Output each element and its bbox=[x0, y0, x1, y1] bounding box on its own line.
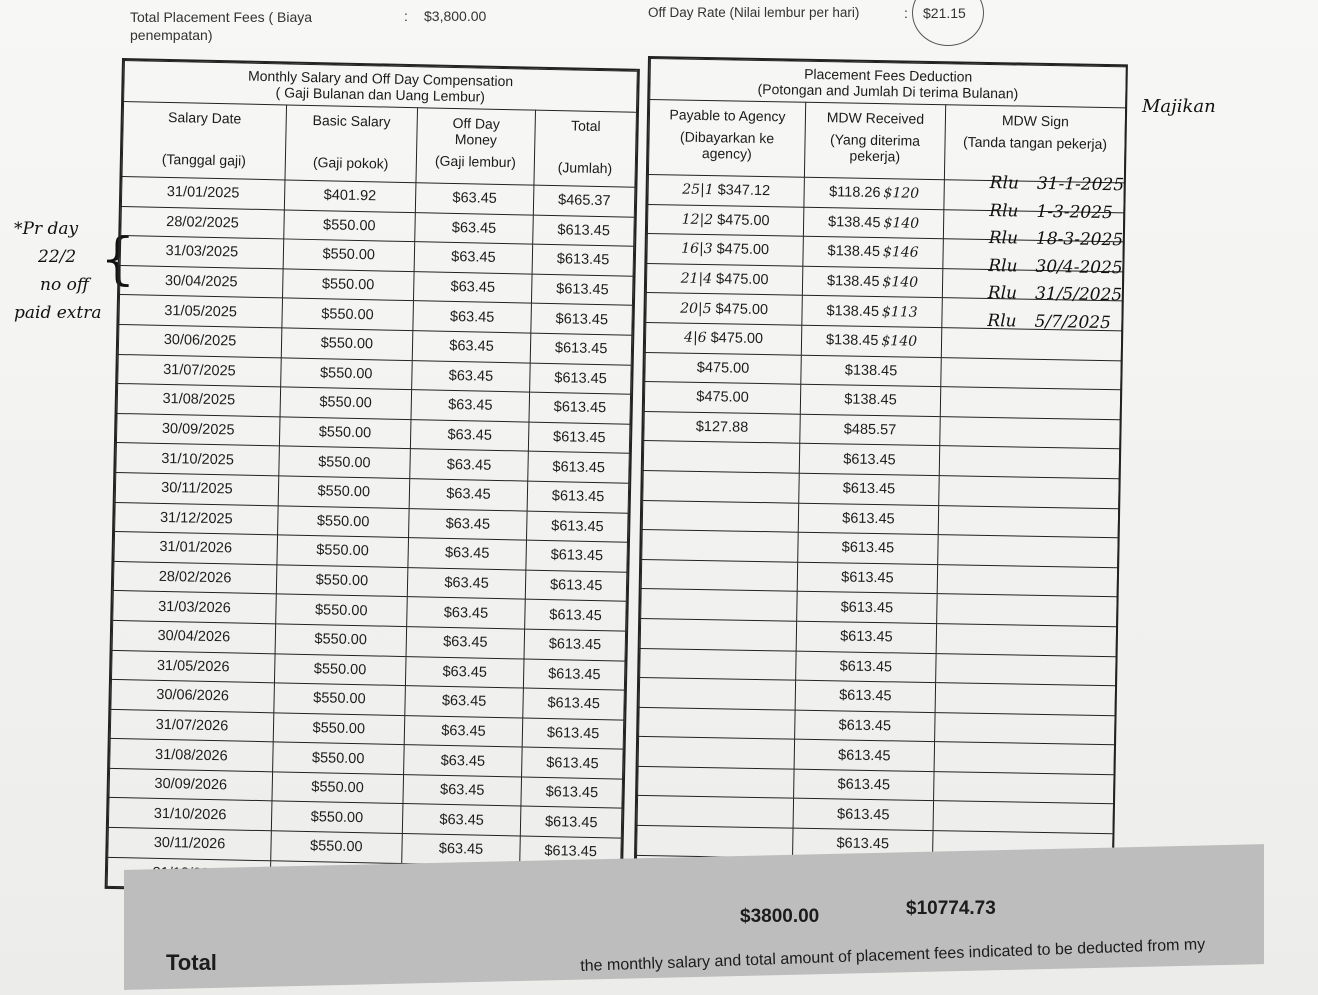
total-cell: $613.45 bbox=[523, 688, 624, 720]
mdw-received-value: $613.45 bbox=[837, 776, 891, 794]
payable-agency-cell bbox=[637, 825, 793, 857]
off-day-money-cell: $63.45 bbox=[402, 804, 521, 836]
total-cell: $613.45 bbox=[531, 333, 632, 365]
basic-salary-cell: $550.00 bbox=[271, 831, 402, 863]
received-handwritten-mark: $140 bbox=[883, 215, 920, 232]
col-header-bottom: (Yang diterima pekerja) bbox=[829, 131, 921, 165]
payable-agency-cell bbox=[643, 470, 799, 502]
payable-agency-value: $127.88 bbox=[695, 418, 749, 436]
salary-date-cell: 30/06/2026 bbox=[111, 680, 275, 713]
salary-date-cell: 31/03/2025 bbox=[120, 236, 284, 269]
deduction-table-title-line1: Placement Fees Deduction bbox=[804, 65, 973, 85]
sign-date: 1-3-2025 bbox=[1036, 201, 1114, 223]
off-day-money-cell: $63.45 bbox=[403, 774, 522, 806]
off-day-money-cell: $63.45 bbox=[407, 567, 526, 599]
off-day-money-cell: $63.45 bbox=[409, 479, 528, 511]
total-cell: $613.45 bbox=[528, 451, 629, 483]
col-basic-salary bbox=[285, 105, 417, 183]
sign-date: 18-3-2025 bbox=[1035, 228, 1124, 251]
salary-date-cell: 31/07/2025 bbox=[118, 354, 282, 387]
basic-salary-cell: $550.00 bbox=[273, 713, 404, 745]
payable-agency-cell bbox=[640, 648, 796, 680]
col-payable-agency bbox=[648, 100, 805, 178]
placement-fees-value: $3,800.00 bbox=[424, 8, 487, 24]
mdw-received-cell bbox=[801, 325, 941, 357]
mdw-received-cell bbox=[799, 473, 939, 505]
mdw-received-value: $613.45 bbox=[840, 599, 894, 616]
salary-date-cell: 28/02/2026 bbox=[113, 561, 277, 594]
payable-agency-cell bbox=[647, 234, 803, 266]
basic-salary-cell: $550.00 bbox=[279, 417, 410, 449]
col-header-bottom: (Dibayarkan ke agency) bbox=[679, 128, 775, 162]
off-day-money-cell: $63.45 bbox=[406, 626, 525, 658]
basic-salary-cell: $550.00 bbox=[272, 772, 403, 804]
mdw-received-value: $613.45 bbox=[836, 835, 890, 853]
total-cell: $613.45 bbox=[532, 274, 633, 306]
col-header-bottom: (Gaji pokok) bbox=[312, 154, 389, 172]
received-handwritten-mark: $140 bbox=[882, 274, 919, 291]
total-cell: $613.45 bbox=[527, 511, 628, 543]
off-day-money-cell: $63.45 bbox=[410, 419, 529, 451]
mdw-received-cell bbox=[802, 266, 942, 298]
total-cell: $613.45 bbox=[524, 659, 625, 691]
basic-salary-cell: $550.00 bbox=[277, 535, 408, 567]
total-cell: $613.45 bbox=[522, 747, 623, 779]
mdw-received-value: $613.45 bbox=[841, 539, 895, 557]
placement-fees-label bbox=[130, 8, 390, 44]
salary-date-cell: 30/09/2026 bbox=[109, 768, 273, 801]
payable-agency-cell bbox=[645, 352, 801, 384]
mdw-total: $10774.73 bbox=[906, 898, 996, 919]
basic-salary-cell: $550.00 bbox=[282, 298, 413, 330]
col-header-top: Payable to Agency bbox=[669, 106, 786, 125]
basic-salary-cell: $550.00 bbox=[273, 742, 404, 774]
mdw-sign-cell bbox=[938, 535, 1118, 568]
margin-note-line: paid extra bbox=[14, 303, 102, 323]
salary-table-title-line2: ( Gaji Bulanan dan Uang Lembur) bbox=[275, 84, 486, 105]
mdw-received-value: $613.45 bbox=[839, 687, 892, 705]
off-day-money-cell: $63.45 bbox=[403, 745, 522, 777]
mdw-received-cell bbox=[799, 444, 939, 476]
salary-table-title-line1: Monthly Salary and Off Day Compensation bbox=[247, 67, 514, 90]
signature: Rlu bbox=[989, 172, 1020, 194]
off-day-money-cell: $63.45 bbox=[405, 656, 524, 688]
basic-salary-cell: $550.00 bbox=[283, 239, 414, 271]
payable-agency-cell bbox=[641, 589, 797, 621]
off-day-money-cell: $63.45 bbox=[408, 538, 527, 570]
off-day-rate-value: $21.15 bbox=[923, 5, 966, 21]
mdw-received-value: $613.45 bbox=[840, 628, 893, 646]
mdw-sign-cell bbox=[935, 712, 1115, 745]
total-cell: $613.45 bbox=[525, 599, 626, 631]
col-header-top: Salary Date bbox=[167, 108, 242, 127]
signature: Rlu bbox=[988, 227, 1019, 249]
off-day-money-cell: $63.45 bbox=[413, 301, 532, 333]
mdw-received-value: $613.45 bbox=[837, 747, 891, 764]
basic-salary-cell: $550.00 bbox=[275, 624, 406, 656]
salary-date-cell: 31/08/2026 bbox=[110, 739, 274, 772]
payable-agency-value: $347.12 bbox=[717, 182, 771, 200]
mdw-sign-cell bbox=[933, 801, 1113, 834]
mdw-received-cell bbox=[794, 739, 934, 771]
basic-salary-cell: $550.00 bbox=[281, 328, 412, 360]
handwritten-circle bbox=[912, 0, 984, 46]
col-header-top: Total bbox=[570, 117, 601, 135]
total-cell: $613.45 bbox=[526, 570, 627, 602]
payable-agency-value: $475.00 bbox=[715, 300, 769, 318]
col-mdw-received bbox=[804, 102, 945, 179]
mdw-sign-cell bbox=[937, 564, 1117, 597]
col-header-top: Off Day Money bbox=[452, 114, 500, 148]
mdw-received-value: $118.26 bbox=[829, 184, 881, 202]
majikan-note: Majikan bbox=[1142, 96, 1216, 117]
sign-date: 31-1-2025 bbox=[1036, 173, 1125, 196]
mdw-sign-cell bbox=[934, 742, 1114, 775]
basic-salary-cell: $550.00 bbox=[282, 269, 413, 301]
total-cell: $613.45 bbox=[529, 422, 630, 454]
basic-salary-cell: $550.00 bbox=[276, 565, 407, 597]
mdw-sign-cell bbox=[934, 771, 1114, 804]
salary-date-cell: 30/04/2026 bbox=[112, 620, 276, 653]
payable-agency-cell bbox=[645, 322, 801, 354]
total-cell: $613.45 bbox=[526, 540, 627, 572]
payable-agency-cell bbox=[643, 441, 799, 473]
mdw-received-value: $138.45 bbox=[827, 243, 881, 261]
payable-agency-cell bbox=[639, 678, 795, 710]
payable-agency-cell bbox=[642, 500, 798, 532]
basic-salary-cell: $550.00 bbox=[274, 653, 405, 685]
salary-date-cell: 30/06/2025 bbox=[118, 324, 282, 357]
mdw-received-value: $485.57 bbox=[843, 421, 897, 439]
payable-agency-cell bbox=[638, 737, 794, 769]
total-cell: $613.45 bbox=[531, 304, 632, 336]
mdw-received-cell bbox=[802, 296, 942, 328]
payable-agency-cell bbox=[641, 559, 797, 591]
sign-dates bbox=[987, 170, 1124, 337]
mdw-received-cell bbox=[801, 355, 941, 387]
payable-agency-cell bbox=[646, 263, 802, 295]
mdw-received-cell bbox=[803, 236, 943, 268]
salary-date-cell: 31/10/2026 bbox=[108, 798, 272, 831]
mdw-sign-cell bbox=[937, 594, 1117, 627]
off-day-money-cell: $63.45 bbox=[411, 390, 530, 422]
payable-agency-cell bbox=[637, 796, 793, 828]
placement-fees-label-line1: Total Placement Fees ( Biaya bbox=[130, 9, 313, 25]
salary-date-cell: 31/01/2026 bbox=[114, 532, 278, 565]
agency-handwritten-mark: 20|5 bbox=[680, 300, 712, 317]
mdw-received-cell bbox=[796, 621, 936, 653]
signature: Rlu bbox=[987, 310, 1017, 331]
salary-date-cell: 31/05/2026 bbox=[111, 650, 275, 683]
mdw-received-cell bbox=[797, 591, 937, 623]
deduction-table-title-line2: (Potongan and Jumlah Di terima Bulanan) bbox=[757, 80, 1019, 102]
margin-note-line: no off bbox=[40, 275, 89, 295]
sign-date-entry bbox=[987, 307, 1122, 337]
mdw-received-cell bbox=[803, 207, 943, 239]
received-handwritten-mark: $140 bbox=[881, 333, 918, 351]
agency-handwritten-mark: 21|4 bbox=[680, 270, 713, 288]
basic-salary-cell: $550.00 bbox=[271, 801, 402, 833]
salary-date-cell: 31/12/2025 bbox=[115, 502, 279, 535]
mdw-received-cell bbox=[798, 503, 938, 535]
off-day-money-cell: $63.45 bbox=[404, 686, 523, 718]
mdw-received-value: $613.45 bbox=[841, 569, 894, 587]
payable-agency-cell bbox=[639, 707, 795, 739]
mdw-sign-cell bbox=[939, 476, 1119, 509]
mdw-sign-cell bbox=[936, 653, 1116, 686]
mdw-received-value: $613.45 bbox=[843, 451, 896, 469]
total-label: Total bbox=[166, 950, 217, 975]
sign-date-entry bbox=[988, 252, 1123, 282]
off-day-money-cell: $63.45 bbox=[408, 508, 527, 540]
col-header-top: MDW Received bbox=[826, 109, 925, 127]
off-day-money-cell: $63.45 bbox=[415, 183, 534, 215]
placement-fees-label-line2: penempatan) bbox=[130, 27, 213, 43]
mdw-received-value: $138.45 bbox=[826, 302, 880, 320]
signature: Rlu bbox=[988, 255, 1018, 276]
salary-date-cell: 28/02/2025 bbox=[121, 206, 285, 239]
col-salary-date bbox=[122, 102, 286, 180]
agency-handwritten-mark: 16|3 bbox=[681, 241, 713, 258]
payable-agency-value: $475.00 bbox=[696, 389, 749, 407]
mdw-received-cell bbox=[797, 562, 937, 594]
total-cell: $613.45 bbox=[521, 806, 622, 838]
salary-date-cell: 30/11/2026 bbox=[108, 827, 272, 860]
payable-agency-value: $475.00 bbox=[696, 359, 750, 377]
salary-date-cell: 30/11/2025 bbox=[115, 472, 279, 505]
mdw-received-value: $613.45 bbox=[842, 480, 896, 498]
col-total bbox=[534, 110, 636, 187]
salary-table bbox=[105, 58, 640, 900]
payable-agency-cell bbox=[642, 530, 798, 562]
sign-date-entry bbox=[988, 280, 1123, 310]
off-day-money-cell: $63.45 bbox=[411, 360, 530, 392]
total-cell: $613.45 bbox=[529, 392, 630, 424]
salary-date-cell: 31/08/2025 bbox=[117, 384, 281, 417]
received-handwritten-mark: $113 bbox=[881, 303, 918, 321]
signature: Rlu bbox=[989, 200, 1019, 222]
mdw-sign-cell bbox=[936, 624, 1116, 657]
col-header-bottom: (Gaji lembur) bbox=[434, 152, 517, 171]
mdw-received-cell bbox=[796, 651, 936, 683]
margin-note-line: 22/2 bbox=[38, 247, 77, 267]
placement-fees-colon: : bbox=[404, 8, 408, 24]
mdw-sign-cell bbox=[940, 387, 1120, 420]
col-header-bottom: (Tanda tangan pekerja) bbox=[962, 133, 1108, 153]
off-day-money-cell: $63.45 bbox=[406, 597, 525, 629]
mdw-received-cell bbox=[804, 177, 944, 209]
off-day-rate-label: Off Day Rate (Nilai lembur per hari) bbox=[648, 5, 860, 20]
col-header-bottom: (Jumlah) bbox=[557, 159, 613, 177]
salary-date-cell: 31/10/2025 bbox=[116, 443, 280, 476]
sign-date-entry bbox=[989, 225, 1124, 255]
salary-date-cell: 30/04/2025 bbox=[120, 265, 284, 298]
received-handwritten-mark: $120 bbox=[883, 185, 920, 203]
payable-agency-value: $475.00 bbox=[716, 241, 770, 259]
mdw-received-cell bbox=[795, 680, 935, 712]
payable-agency-value: $475.00 bbox=[715, 271, 769, 289]
total-cell: $465.37 bbox=[534, 185, 635, 217]
basic-salary-cell: $550.00 bbox=[281, 357, 412, 389]
basic-salary-cell: $550.00 bbox=[284, 210, 415, 242]
mdw-sign-cell bbox=[939, 446, 1119, 479]
mdw-received-value: $613.45 bbox=[838, 717, 892, 735]
total-cell: $613.45 bbox=[532, 244, 633, 276]
total-cell: $613.45 bbox=[523, 718, 624, 750]
mdw-sign-cell bbox=[938, 505, 1118, 538]
basic-salary-cell: $550.00 bbox=[274, 683, 405, 715]
off-day-rate-colon: : bbox=[904, 5, 908, 21]
mdw-sign-cell bbox=[941, 357, 1121, 390]
off-day-money-cell: $63.45 bbox=[413, 271, 532, 303]
salary-date-cell: 30/09/2025 bbox=[116, 413, 280, 446]
total-cell: $613.45 bbox=[530, 363, 631, 395]
payable-agency-cell bbox=[648, 175, 804, 207]
salary-date-cell: 31/07/2026 bbox=[110, 709, 274, 742]
brace-mark: { bbox=[100, 227, 136, 292]
salary-date-cell: 31/03/2026 bbox=[113, 591, 277, 624]
mdw-received-value: $138.45 bbox=[844, 362, 898, 380]
off-day-money-cell: $63.45 bbox=[414, 242, 533, 274]
mdw-received-cell bbox=[800, 384, 940, 416]
total-cell: $613.45 bbox=[524, 629, 625, 661]
salary-date-cell: 31/05/2025 bbox=[119, 295, 283, 328]
off-day-money-cell: $63.45 bbox=[412, 331, 531, 363]
off-day-money-cell: $63.45 bbox=[409, 449, 528, 481]
mdw-received-value: $613.45 bbox=[842, 510, 895, 528]
margin-note bbox=[14, 215, 101, 327]
mdw-received-value: $138.45 bbox=[825, 332, 879, 350]
basic-salary-cell: $550.00 bbox=[276, 594, 407, 626]
agency-handwritten-mark: 4|6 bbox=[683, 329, 707, 347]
total-cell: $613.45 bbox=[521, 777, 622, 809]
payable-agency-cell bbox=[644, 411, 800, 443]
mdw-received-value: $613.45 bbox=[839, 658, 893, 676]
payable-agency-cell bbox=[638, 766, 794, 798]
mdw-received-cell bbox=[795, 710, 935, 742]
received-handwritten-mark: $146 bbox=[882, 244, 919, 262]
mdw-received-cell bbox=[800, 414, 940, 446]
sign-date: 30/4-2025 bbox=[1035, 256, 1123, 278]
basic-salary-cell: $550.00 bbox=[279, 446, 410, 478]
mdw-sign-cell bbox=[935, 683, 1115, 716]
signature: Rlu bbox=[987, 282, 1018, 304]
total-cell: $613.45 bbox=[527, 481, 628, 513]
payable-agency-cell bbox=[646, 293, 802, 325]
col-header-bottom: (Tanggal gaji) bbox=[161, 150, 247, 169]
basic-salary-cell: $550.00 bbox=[280, 387, 411, 419]
mdw-received-cell bbox=[798, 532, 938, 564]
col-header-top: Basic Salary bbox=[312, 112, 391, 130]
mdw-received-cell bbox=[793, 799, 933, 831]
mdw-received-cell bbox=[794, 769, 934, 801]
mdw-received-value: $138.45 bbox=[827, 214, 881, 231]
payable-agency-value: $475.00 bbox=[710, 330, 764, 348]
basic-salary-cell: $550.00 bbox=[277, 505, 408, 537]
agency-total: $3800.00 bbox=[740, 906, 820, 927]
col-off-day-money bbox=[416, 108, 536, 185]
off-day-money-cell: $63.45 bbox=[414, 212, 533, 244]
sign-date: 31/5/2025 bbox=[1034, 283, 1123, 306]
basic-salary-cell: $550.00 bbox=[278, 476, 409, 508]
payable-agency-cell bbox=[644, 382, 800, 414]
sign-date-entry bbox=[990, 170, 1125, 200]
sign-date: 5/7/2025 bbox=[1034, 311, 1112, 333]
footer-text: the monthly salary and total amount of placement fees indicated to be deducted from my bbox=[580, 936, 1206, 975]
off-day-money-cell: $63.45 bbox=[404, 715, 523, 747]
mdw-sign-cell bbox=[940, 416, 1120, 449]
salary-date-cell: 31/01/2025 bbox=[121, 177, 285, 210]
total-cell: $613.45 bbox=[520, 836, 621, 868]
mdw-received-value: $613.45 bbox=[836, 806, 890, 824]
col-header-top: MDW Sign bbox=[1001, 112, 1070, 130]
sign-date-entry bbox=[989, 197, 1124, 227]
mdw-received-value: $138.45 bbox=[826, 273, 880, 291]
agency-handwritten-mark: 25|1 bbox=[682, 181, 714, 199]
basic-salary-cell: $401.92 bbox=[284, 180, 415, 212]
payable-agency-cell bbox=[647, 204, 803, 236]
mdw-received-value: $138.45 bbox=[844, 391, 897, 409]
payable-agency-value: $475.00 bbox=[717, 212, 770, 230]
payable-agency-cell bbox=[640, 618, 796, 650]
total-cell: $613.45 bbox=[533, 215, 634, 247]
margin-note-line: *Pr day bbox=[14, 219, 79, 239]
agency-handwritten-mark: 12|2 bbox=[681, 211, 714, 229]
off-day-money-cell: $63.45 bbox=[401, 834, 520, 866]
